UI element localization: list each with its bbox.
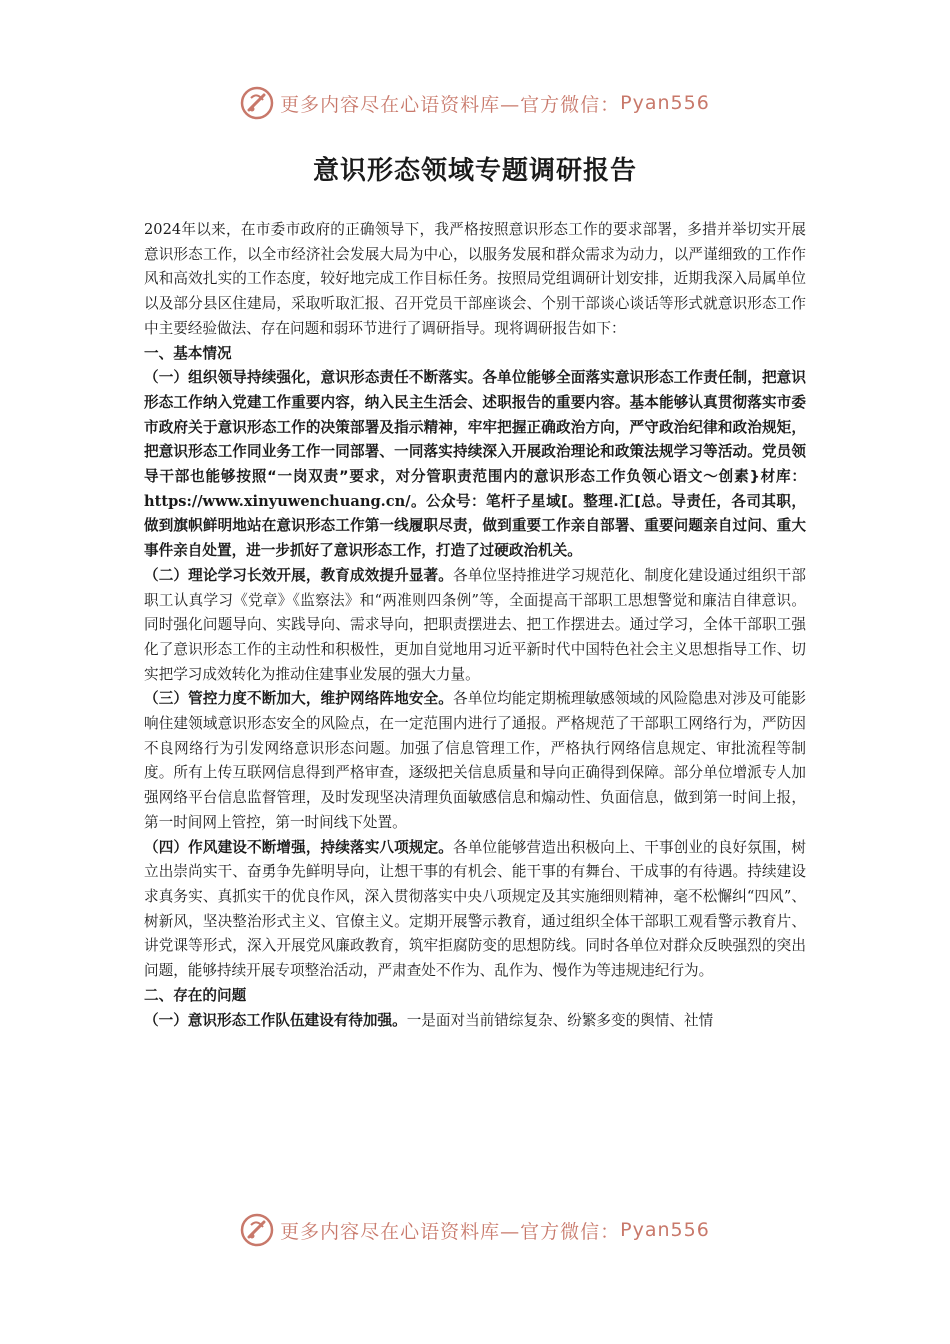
intro-paragraph: 2024年以来，在市委市政府的正确领导下，我严格按照意识形态工作的要求部署，多措并举切实开展意识形态工作，以全市经济社会发展大局为中心，以服务发展和群众需求为动力，以严谨细致的工作作风和高效扎实的工作态度，较好地完成工作目标任务。按照局党组调研计划安排，近期我深入局属单位以及部分县区住建局，采取听取汇报、召开党员干部座谈会、个别干部谈心谈话等形式就意识形态工作中主要经验做法、存在问题和弱环节进行了调研指导。现将调研报告如下： <box>144 221 806 337</box>
source-url-link[interactable]: https://www.xinyuwenchuang.cn/ <box>144 492 411 510</box>
watermark-text: 更多内容尽在心语资料库—官方微信： <box>280 1220 621 1243</box>
watermark-wechat-id: Pyan556 <box>620 92 710 114</box>
watermark-banner-bottom <box>0 1210 950 1250</box>
paragraph-work-style: （四）作风建设不断增强，持续落实八项规定。各单位能够营造出积极向上、干事创业的良好氛围，树立出崇尚实干、奋勇争先鲜明导向，让想干事的有机会、能干事的有舞台、干成事的有待遇。持续建设求真务实、真抓实干的优良作风，深入贯彻落实中央八项规定及其实施细则精神，毫不松懈纠“四风”、树新风，坚决整治形式主义、官僚主义。定期开展警示教育，通过组织全体干部职工观看警示教育片、讲党课等形式，深入开展党风廉政教育，筑牢拒腐防变的思想防线。同时各单位对群众反映强烈的突出问题，能够持续开展专项整治活动，严肃查处不作为、乱作为、慢作为等违规违纪行为。 <box>144 838 806 980</box>
paragraph-team-building: （一）意识形态工作队伍建设有待加强。一是面对当前错综复杂、纷繁多变的舆情、社情 <box>144 1011 714 1029</box>
section-heading-problems: 二、存在的问题 <box>144 986 247 1004</box>
watermark-banner-top <box>0 83 950 123</box>
paragraph-network-control: （三）管控力度不断加大，维护网络阵地安全。各单位均能定期梳理敏感领域的风险隐患对涉及可能影响住建领域意识形态安全的风险点，在一定范围内进行了通报。严格规范了干部职工网络行为，严防因不良网络行为引发网络意识形态问题。加强了信息管理工作，严格执行网络信息规定、审批流程等制度。所有上传互联网信息得到严格审查，逐级把关信息质量和导向正确得到保障。部分单位增派专人加强网络平台信息监督管理，及时发现坚决清理负面敏感信息和煽动性、负面信息，做到第一时间上报，第一时间网上管控，第一时间线下处置。 <box>144 690 806 831</box>
document-title: 意识形态领域专题调研报告 <box>312 156 637 186</box>
section-heading-basic-situation: 一、基本情况 <box>144 344 232 362</box>
paragraph-organization-leadership: （一）组织领导持续强化，意识形态责任不断落实。各单位能够全面落实意识形态工作责任制，把意识形态工作纳入党建工作重要内容，纳入民主生活会、述职报告的重要内容。基本能够认真贯彻落实市委市政府关于意识形态工作的决策部署及指示精神，牢牢把握正确政治方向，严守政治纪律和政治规矩，把意识形态工作同业务工作一同部署、一同落实持续深入开展政治理论和政策法规学习等活动。党员领导干部也能够按照“一岗双责”要求，对分管职责范围内的意识形态工作负领心语文～创素}材库：https://www.xinyuwenchuang.cn/。公众号：笔杆子星域[。整理.汇[总。导责任，各司其职，做到旗帜鲜明地站在意识形态工作第一线履职尽责，做到重要工作亲自部署、重要问题亲自过问、重大事件亲自处置，进一步抓好了意识形态工作，打造了过硬政治机关。 <box>144 369 806 560</box>
watermark-text: 更多内容尽在心语资料库—官方微信： <box>280 93 621 116</box>
watermark-logo-icon <box>240 86 274 120</box>
paragraph-theory-study: （二）理论学习长效开展，教育成效提升显著。各单位坚持推进学习规范化、制度化建设通过组织干部职工认真学习《党章》《监察法》和“两准则四条例”等，全面提高干部职工思想警觉和廉洁自律意识。同时强化问题导向、实践导向、需求导向，把职责摆进去、把工作摆进去。通过学习，全体干部职工强化了意识形态工作的主动性和积极性，更加自觉地用习近平新时代中国特色社会主义思想指导工作、切实把学习成效转化为推动住建事业发展的强大力量。 <box>144 566 806 683</box>
watermark-wechat-id: Pyan556 <box>620 1219 710 1241</box>
watermark-logo-icon <box>240 1213 274 1247</box>
document-body <box>144 218 806 1033</box>
